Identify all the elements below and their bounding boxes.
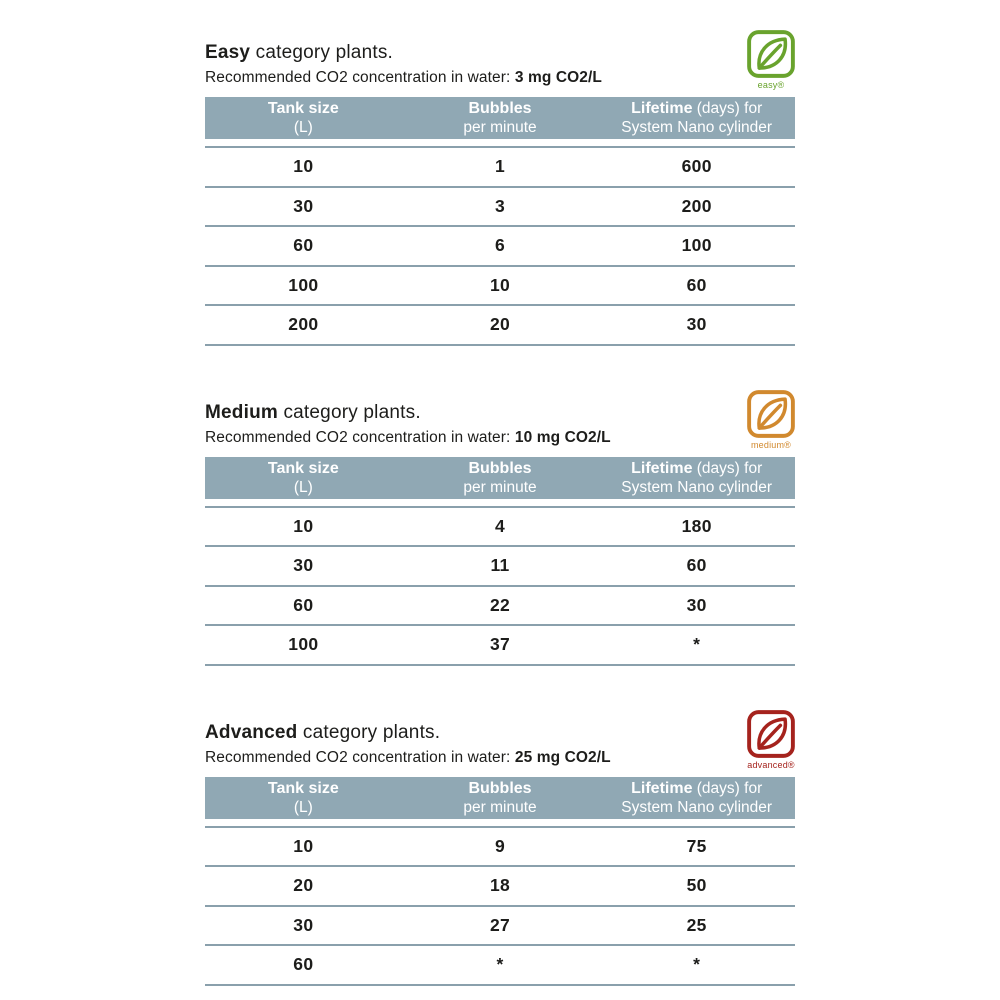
bubbles-cell: 9 [494, 835, 506, 856]
category-name: Advanced [205, 721, 298, 743]
advanced-section [205, 722, 795, 986]
lifetime-cell: 180 [681, 515, 712, 536]
table-row [205, 946, 795, 986]
bubbles-cell: 37 [489, 634, 511, 655]
table-body [205, 506, 795, 666]
title-rest: category plants. [250, 42, 393, 63]
bubbles-cell: 1 [494, 156, 506, 177]
table-row [205, 587, 795, 627]
bubbles-cell: 4 [494, 515, 506, 536]
bubbles-cell: 11 [490, 555, 510, 576]
easy-section-header [205, 42, 795, 90]
table-header-row [205, 457, 795, 499]
leaf-icon [746, 709, 796, 759]
lifetime-cell: 30 [686, 314, 707, 335]
tank-size-header: Tank size (L) [267, 459, 339, 496]
logo-label: easy® [757, 80, 785, 90]
section-title [205, 402, 725, 424]
table-row [205, 867, 795, 907]
recommendation-prefix: Recommended CO2 concentration in water: [205, 748, 515, 766]
leaf-icon [746, 389, 796, 439]
co2-recommendation [205, 429, 725, 447]
bubbles-header: Bubbles per minute [463, 100, 537, 136]
tank-size-cell: 200 [288, 314, 319, 335]
table-row [205, 626, 795, 666]
lifetime-cell: 25 [686, 914, 707, 935]
medium-section [205, 402, 795, 666]
category-name: Easy [205, 42, 251, 63]
advanced-section-header [205, 721, 795, 770]
tank-size-cell: 10 [293, 156, 314, 177]
table-header-row [205, 97, 795, 139]
lifetime-cell: 200 [681, 195, 712, 216]
tank-size-cell: 10 [293, 835, 314, 856]
lifetime-header: Lifetime (days) for System Nano cylinder [621, 459, 773, 496]
tank-size-cell: 10 [293, 515, 314, 536]
leaf-icon [746, 29, 796, 79]
bubbles-cell: * [496, 954, 504, 975]
lifetime-cell: * [693, 634, 701, 655]
table-row [205, 227, 795, 267]
tank-size-cell: 30 [293, 555, 314, 576]
table-row [205, 148, 795, 188]
category-name: Medium [205, 401, 278, 423]
tank-size-cell: 60 [293, 594, 314, 615]
lifetime-cell: * [693, 954, 701, 975]
tank-size-cell: 20 [293, 875, 314, 896]
logo-label: advanced® [747, 759, 795, 770]
bubbles-header: Bubbles per minute [463, 779, 537, 816]
recommendation-value: 10 mg CO2/L [514, 428, 611, 446]
table-row [205, 188, 795, 228]
title-rest: category plants. [297, 721, 441, 743]
table-row [205, 907, 795, 947]
lifetime-cell: 600 [681, 156, 712, 177]
lifetime-header: Lifetime (days) for System Nano cylinder [621, 779, 773, 816]
table-body [205, 826, 795, 986]
tank-size-cell: 30 [293, 195, 314, 216]
easy-section [205, 42, 795, 346]
table-row [205, 508, 795, 548]
medium-section-header [205, 401, 795, 450]
bubbles-cell: 27 [489, 914, 511, 935]
bubbles-cell: 22 [489, 594, 511, 615]
table-row [205, 828, 795, 868]
table-header-row [205, 777, 795, 819]
recommendation-prefix: Recommended CO2 concentration in water: [205, 69, 515, 86]
advanced-table [205, 777, 795, 986]
bubbles-cell: 3 [494, 195, 506, 216]
advanced-category-logo [739, 709, 803, 770]
recommendation-value: 3 mg CO2/L [514, 69, 602, 86]
title-rest: category plants. [277, 401, 421, 423]
recommendation-value: 25 mg CO2/L [514, 748, 611, 766]
recommendation-prefix: Recommended CO2 concentration in water: [205, 428, 515, 446]
lifetime-cell: 60 [686, 555, 707, 576]
tank-size-cell: 30 [293, 914, 314, 935]
logo-label: medium® [750, 439, 792, 450]
table-row [205, 547, 795, 587]
tank-size-header: Tank size (L) [267, 779, 339, 816]
table-row [205, 306, 795, 346]
section-title [205, 42, 725, 64]
easy-table [205, 97, 795, 346]
lifetime-cell: 50 [686, 875, 707, 896]
lifetime-cell: 100 [681, 235, 712, 256]
tank-size-cell: 60 [293, 954, 314, 975]
co2-recommendation [205, 69, 725, 87]
table-row [205, 267, 795, 307]
medium-table [205, 457, 795, 666]
tank-size-cell: 60 [293, 235, 314, 256]
bubbles-cell: 6 [494, 235, 506, 256]
co2-dosing-guide-page [205, 0, 795, 986]
table-body [205, 146, 795, 346]
medium-category-logo [739, 389, 803, 450]
section-title [205, 722, 725, 744]
tank-size-cell: 100 [288, 274, 319, 295]
bubbles-cell: 20 [489, 314, 511, 335]
lifetime-cell: 60 [686, 274, 707, 295]
co2-recommendation [205, 749, 725, 767]
easy-category-logo [739, 29, 803, 90]
bubbles-cell: 10 [489, 274, 511, 295]
tank-size-header: Tank size (L) [267, 100, 339, 136]
lifetime-cell: 30 [686, 594, 707, 615]
tank-size-cell: 100 [288, 634, 319, 655]
bubbles-header: Bubbles per minute [463, 459, 537, 496]
bubbles-cell: 18 [489, 875, 511, 896]
lifetime-header: Lifetime (days) for System Nano cylinder [621, 100, 773, 136]
lifetime-cell: 75 [686, 835, 707, 856]
